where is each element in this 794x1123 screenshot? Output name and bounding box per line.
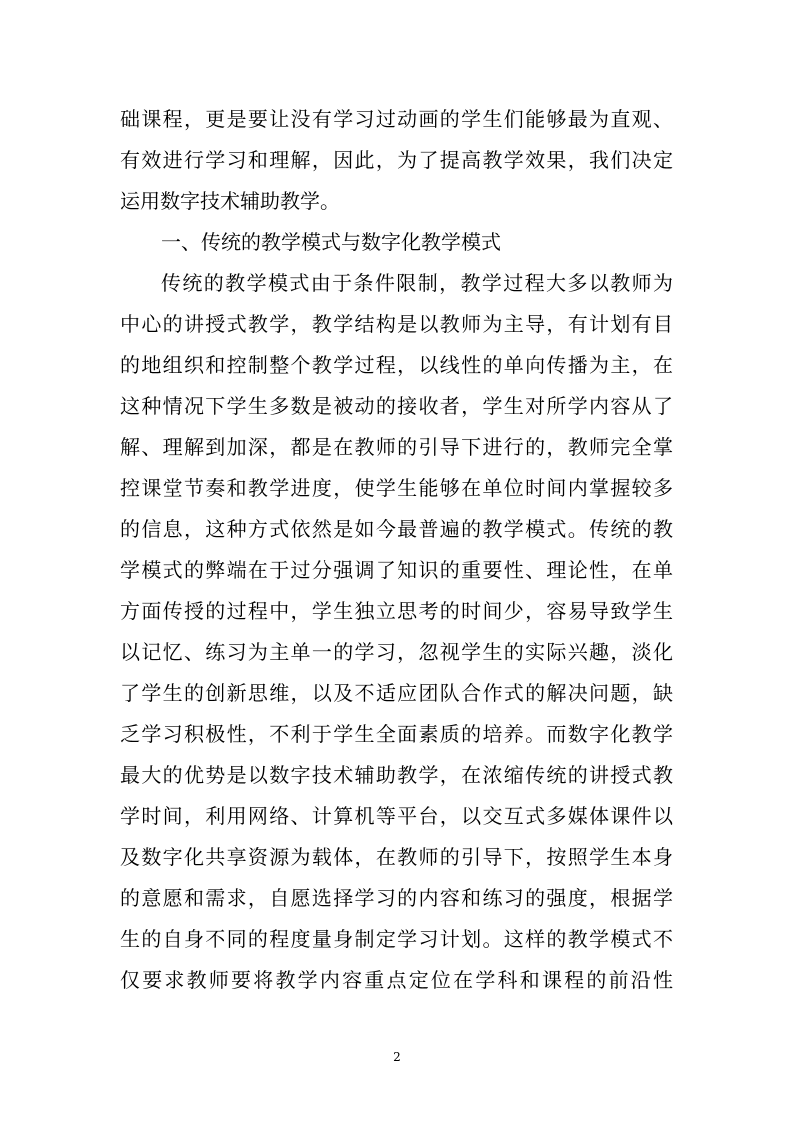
text-line: 学时间，利用网络、计算机等平台，以交互式多媒体课件以 xyxy=(120,804,673,828)
text-line: 最大的优势是以数字技术辅助教学，在浓缩传统的讲授式教 xyxy=(120,763,673,787)
text-line: 乏学习积极性，不利于学生全面素质的培养。而数字化教学 xyxy=(120,722,673,746)
text-line: 方面传授的过程中，学生独立思考的时间少，容易导致学生 xyxy=(120,599,673,623)
page-number: 2 xyxy=(393,1050,401,1064)
text-line: 了学生的创新思维，以及不适应团队合作式的解决问题，缺 xyxy=(120,681,673,705)
text-line: 中心的讲授式教学，教学结构是以教师为主导，有计划有目 xyxy=(120,312,673,336)
text-line: 传统的教学模式由于条件限制，教学过程大多以教师为 xyxy=(161,271,673,295)
text-line: 这种情况下学生多数是被动的接收者，学生对所学内容从了 xyxy=(120,394,673,418)
text-line: 生的自身不同的程度量身制定学习计划。这样的教学模式不 xyxy=(120,927,673,951)
text-line: 及数字化共享资源为载体，在教师的引导下，按照学生本身 xyxy=(120,845,673,869)
text-line: 有效进行学习和理解，因此，为了提高教学效果，我们决定 xyxy=(120,148,673,172)
text-line: 的地组织和控制整个教学过程，以线性的单向传播为主，在 xyxy=(120,353,673,377)
text-line: 运用数字技术辅助教学。 xyxy=(120,189,340,213)
text-line: 以记忆、练习为主单一的学习，忽视学生的实际兴趣，淡化 xyxy=(120,640,673,664)
text-line: 的意愿和需求，自愿选择学习的内容和练习的强度，根据学 xyxy=(120,886,673,910)
text-line: 控课堂节奏和教学进度，使学生能够在单位时间内掌握较多 xyxy=(120,476,673,500)
text-line: 础课程，更是要让没有学习过动画的学生们能够最为直观、 xyxy=(120,107,673,131)
section-heading: 一、传统的教学模式与数字化教学模式 xyxy=(161,230,501,254)
text-line: 仅要求教师要将教学内容重点定位在学科和课程的前沿性 xyxy=(120,968,673,992)
text-line: 解、理解到加深，都是在教师的引导下进行的，教师完全掌 xyxy=(120,435,673,459)
text-line: 的信息，这种方式依然是如今最普遍的教学模式。传统的教 xyxy=(120,517,673,541)
text-line: 学模式的弊端在于过分强调了知识的重要性、理论性，在单 xyxy=(120,558,673,582)
